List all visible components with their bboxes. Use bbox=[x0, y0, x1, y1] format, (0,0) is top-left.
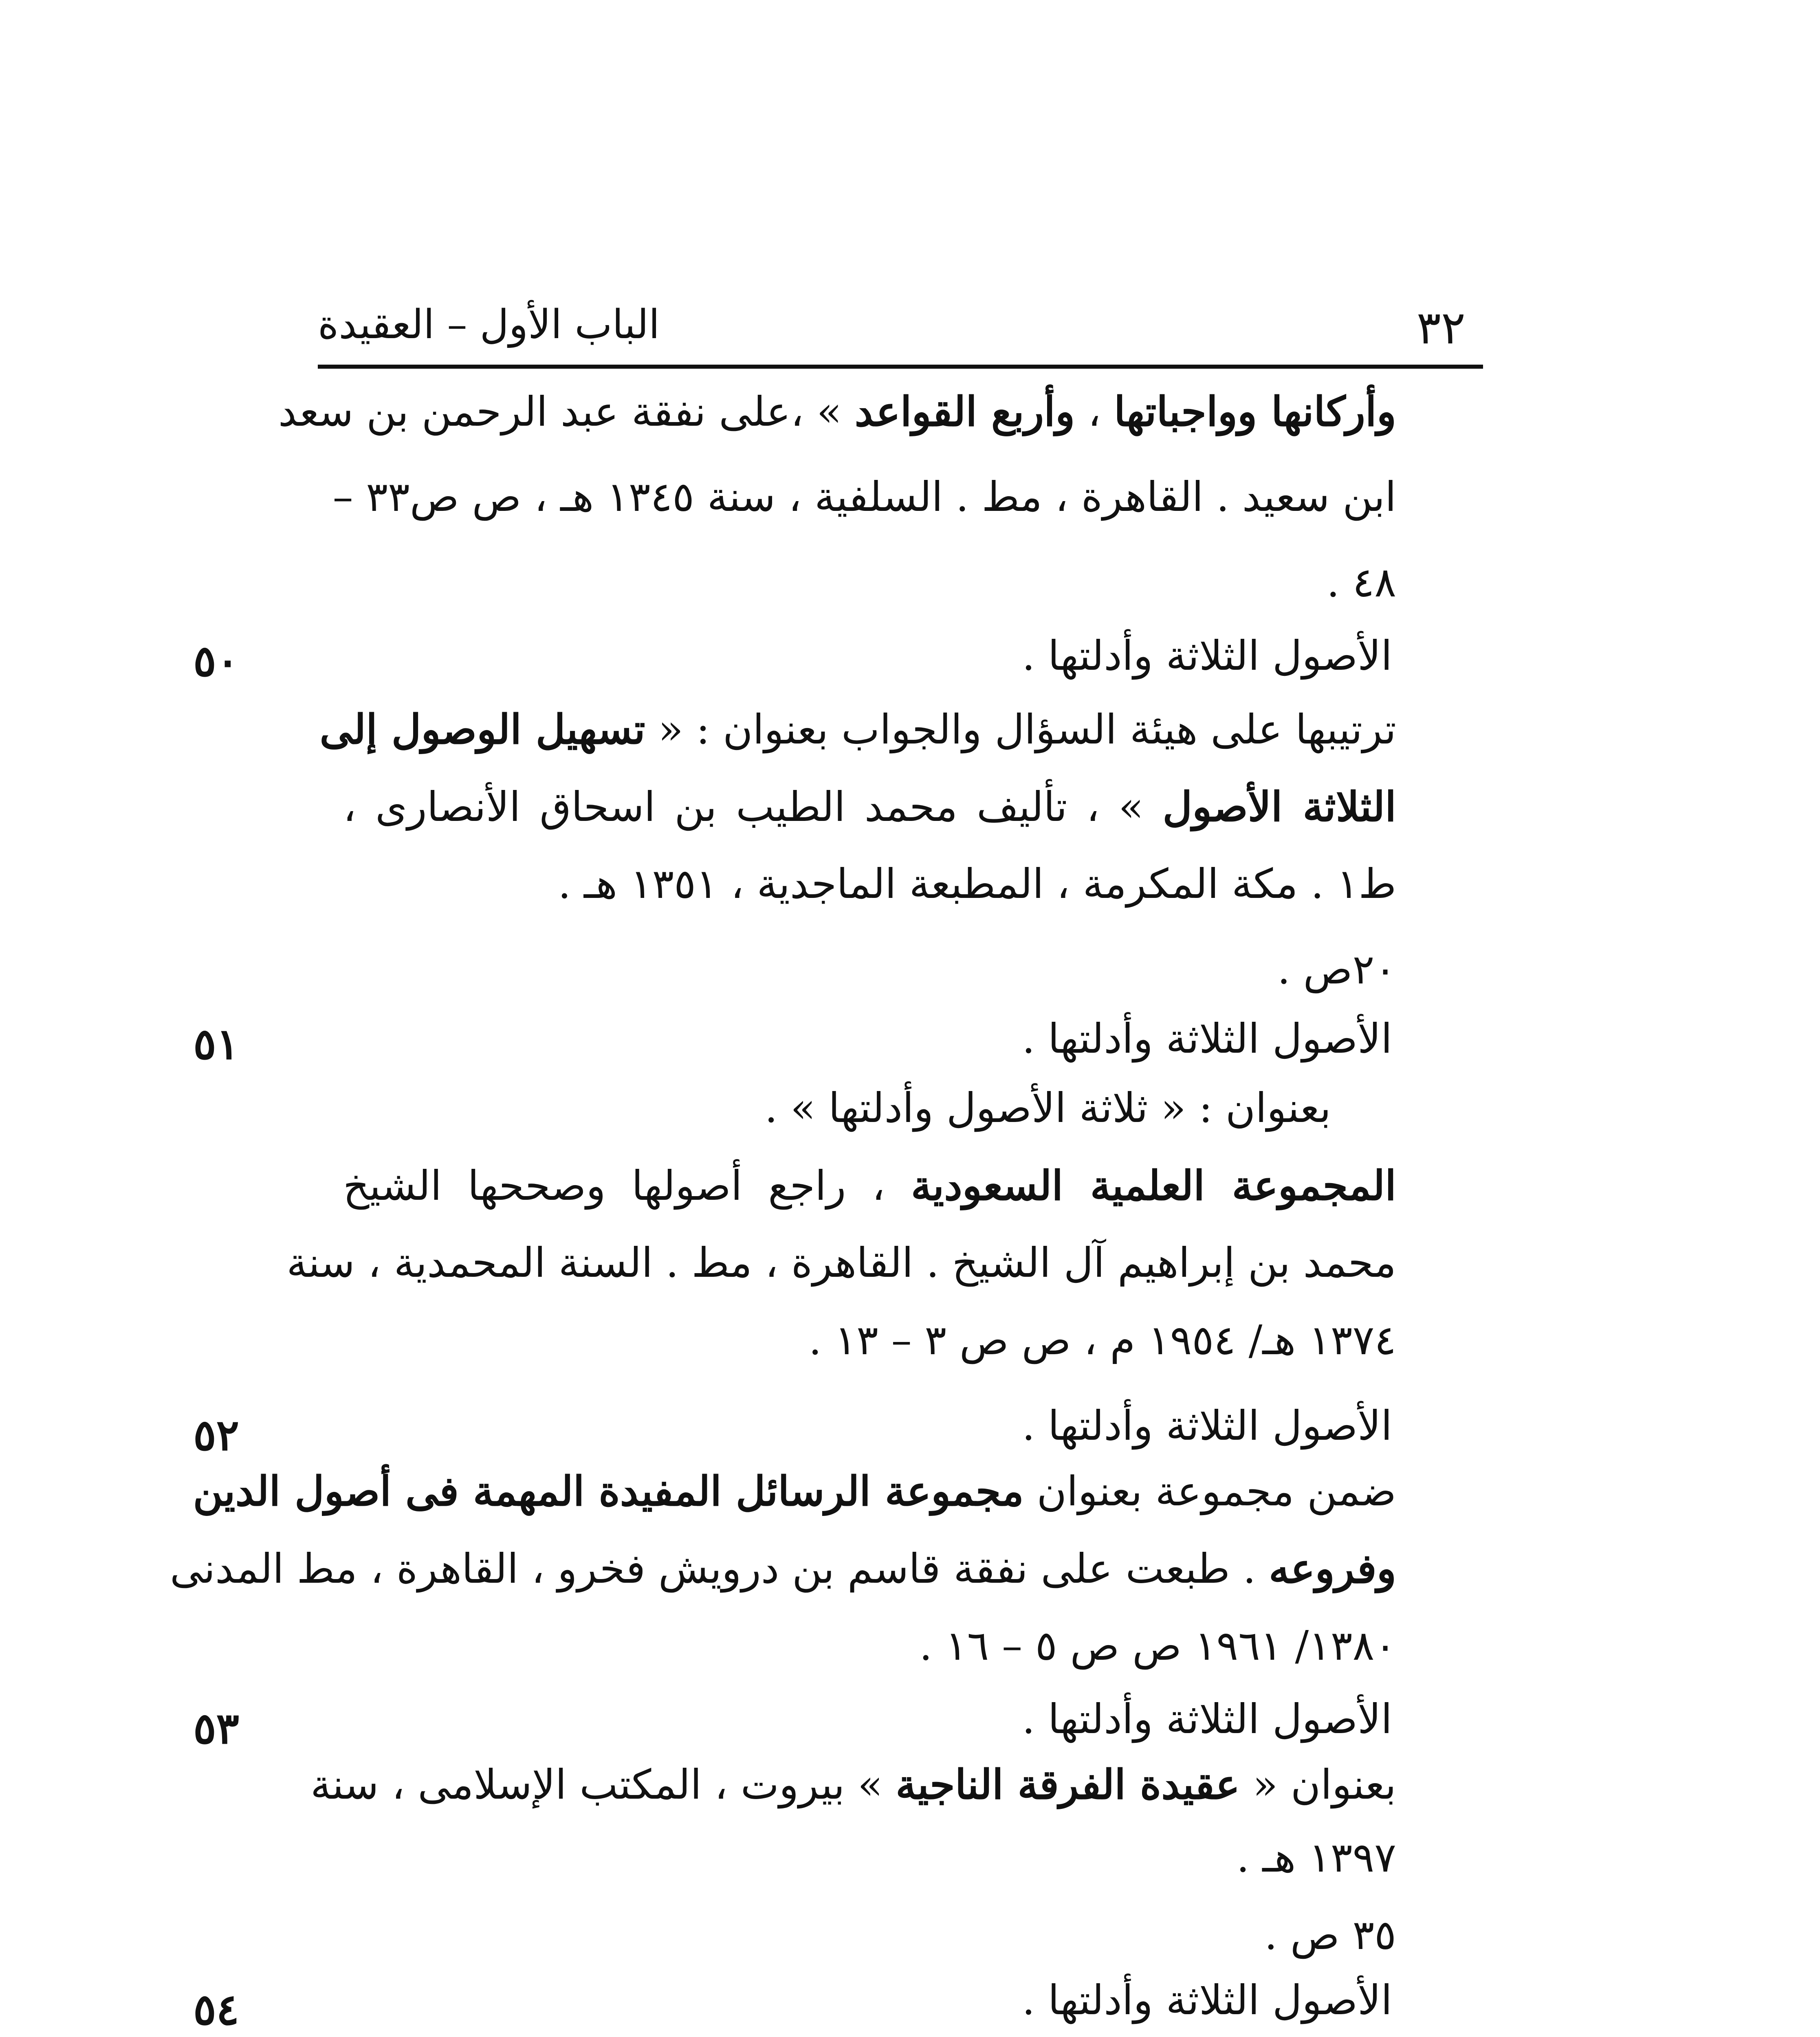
entry-number: ٥٢ bbox=[193, 1410, 239, 1460]
entry-text-line: ترتيبها على هيئة السؤال والجواب بعنوان : « تسهيل الوصول إلى bbox=[319, 705, 1396, 753]
entry-text-line: ابن سعيد . القاهرة ، مط . السلفية ، سنة ١٣٤٥ هـ ، ص ص٣٣ – bbox=[332, 473, 1396, 521]
page-number: ٣٢ bbox=[1416, 301, 1466, 354]
entry-number: ٥٠ bbox=[193, 636, 239, 686]
entry-text-line: بعنوان : « ثلاثة الأصول وأدلتها » . bbox=[764, 1084, 1331, 1132]
entry-text-line: ١٣٩٧ هـ . bbox=[1236, 1834, 1396, 1881]
entry-text-line: بعنوان « عقيدة الفرقة الناجية » بيروت ، المكتب الإسلامى ، سنة bbox=[310, 1760, 1396, 1808]
entry-title: الأصول الثلاثة وأدلتها . bbox=[1022, 1402, 1392, 1450]
entry-text-line: ٤٨ . bbox=[1327, 559, 1396, 606]
entry-text-line: الثلاثة الأصول » ، تأليف محمد الطيب بن اسحاق الأنصارى ، bbox=[343, 783, 1396, 831]
entry-text-line: ٣٥ ص . bbox=[1264, 1911, 1396, 1959]
running-head: الباب الأول – العقيدة bbox=[318, 301, 660, 348]
entry-text-line: المجموعة العلمية السعودية ، راجع أصولها وصححها الشيخ bbox=[343, 1161, 1396, 1210]
entry-text-line: ٢٠ص . bbox=[1277, 946, 1396, 993]
entry-text-line: محمد بن إبراهيم آل الشيخ . القاهرة ، مط . السنة المحمدية ، سنة bbox=[286, 1239, 1396, 1287]
entry-number: ٥١ bbox=[193, 1018, 239, 1069]
entry-text-line: وفروعه . طبعت على نفقة قاسم بن درويش فخرو ، القاهرة ، مط المدنى bbox=[169, 1544, 1396, 1593]
entry-title: الأصول الثلاثة وأدلتها . bbox=[1022, 1695, 1392, 1743]
entry-text-line: وأركانها وواجباتها ، وأربع القواعد » ،على نفقة عبد الرحمن بن سعد bbox=[278, 387, 1396, 436]
entry-text-line: ١٣٨٠/ ١٩٦١ ص ص ٥ – ١٦ . bbox=[919, 1622, 1396, 1670]
entry-title: الأصول الثلاثة وأدلتها . bbox=[1022, 1015, 1392, 1062]
entry-text-line: ١٣٧٤ هـ/ ١٩٥٤ م ، ص ص ٣ – ١٣ . bbox=[808, 1316, 1396, 1364]
entry-title: الأصول الثلاثة وأدلتها . bbox=[1022, 632, 1392, 680]
entry-number: ٥٣ bbox=[193, 1703, 239, 1753]
entry-text-line: ط١ . مكة المكرمة ، المطبعة الماجدية ، ١٣٥١ هـ . bbox=[558, 860, 1396, 908]
header-rule bbox=[318, 365, 1483, 369]
entry-title: الأصول الثلاثة وأدلتها . bbox=[1022, 1976, 1392, 2024]
entry-text-line: ضمن مجموعة بعنوان مجموعة الرسائل المفيدة المهمة فى أصول الدين bbox=[193, 1467, 1396, 1515]
entry-number: ٥٤ bbox=[193, 1984, 239, 2035]
